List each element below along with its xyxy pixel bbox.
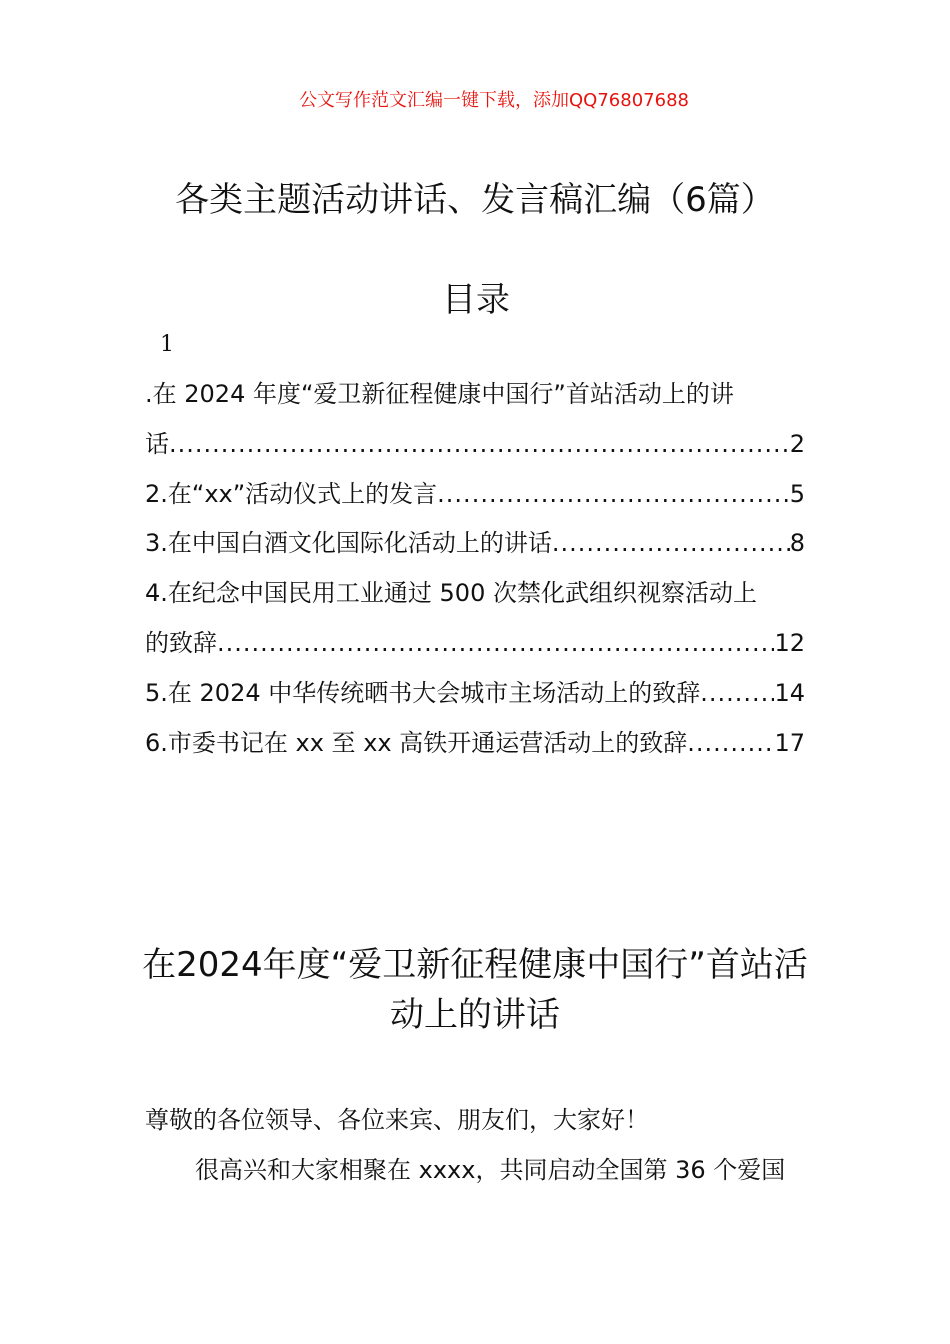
body-paragraph: 很高兴和大家相聚在 xxxx，共同启动全国第 36 个爱国 <box>195 1156 786 1184</box>
dot-leader <box>437 470 790 520</box>
toc-entry-3[interactable] <box>145 519 805 569</box>
toc-page-number: 14 <box>774 678 805 707</box>
toc-entry-1-line1[interactable] <box>145 370 805 420</box>
toc-entry-1-line2[interactable] <box>145 420 805 470</box>
toc-entry-text: 的致辞 <box>145 628 217 657</box>
toc-entry-4-line2[interactable] <box>145 619 805 669</box>
toc-page-number: 12 <box>774 628 805 657</box>
salutation: 尊敬的各位领导、各位来宾、朋友们，大家好！ <box>145 1106 649 1134</box>
toc-page-number: 5 <box>789 479 805 508</box>
toc-entry-text: 话 <box>145 429 169 458</box>
toc-entry-text: 6.市委书记在 xx 至 xx 高铁开通运营活动上的致辞 <box>145 728 688 757</box>
toc-entry-text: 4.在纪念中国民用工业通过 500 次禁化武组织视察活动上 <box>145 579 757 608</box>
dot-leader <box>552 519 790 569</box>
dot-leader <box>687 719 774 769</box>
dot-leader <box>700 669 774 719</box>
table-of-contents <box>145 370 805 768</box>
document-title: 各类主题活动讲话、发言稿汇编（6篇） <box>175 180 775 220</box>
toc-entry-4-line1[interactable] <box>145 569 805 619</box>
toc-entry-5[interactable] <box>145 669 805 719</box>
toc-entry-2[interactable] <box>145 470 805 520</box>
toc-page-number: 17 <box>774 728 805 757</box>
download-banner: 公文写作范文汇编一键下载，添加QQ76807688 <box>299 90 689 111</box>
dot-leader <box>169 420 790 470</box>
toc-page-number: 8 <box>789 529 805 558</box>
toc-orphan-number: 1 <box>160 332 174 357</box>
dot-leader <box>217 619 774 669</box>
toc-page-number: 2 <box>789 429 805 458</box>
section-heading: 在2024年度“爱卫新征程健康中国行”首站活动上的讲话 <box>142 945 808 1035</box>
toc-entry-text: .在 2024 年度“爱卫新征程健康中国行”首站活动上的讲 <box>145 380 734 408</box>
toc-entry-text: 2.在“xx”活动仪式上的发言 <box>145 479 438 508</box>
toc-title: 目录 <box>442 280 510 320</box>
toc-entry-text: 3.在中国白酒文化国际化活动上的讲话 <box>145 529 552 558</box>
toc-entry-6[interactable] <box>145 719 805 769</box>
toc-entry-text: 5.在 2024 中华传统晒书大会城市主场活动上的致辞 <box>145 678 701 707</box>
